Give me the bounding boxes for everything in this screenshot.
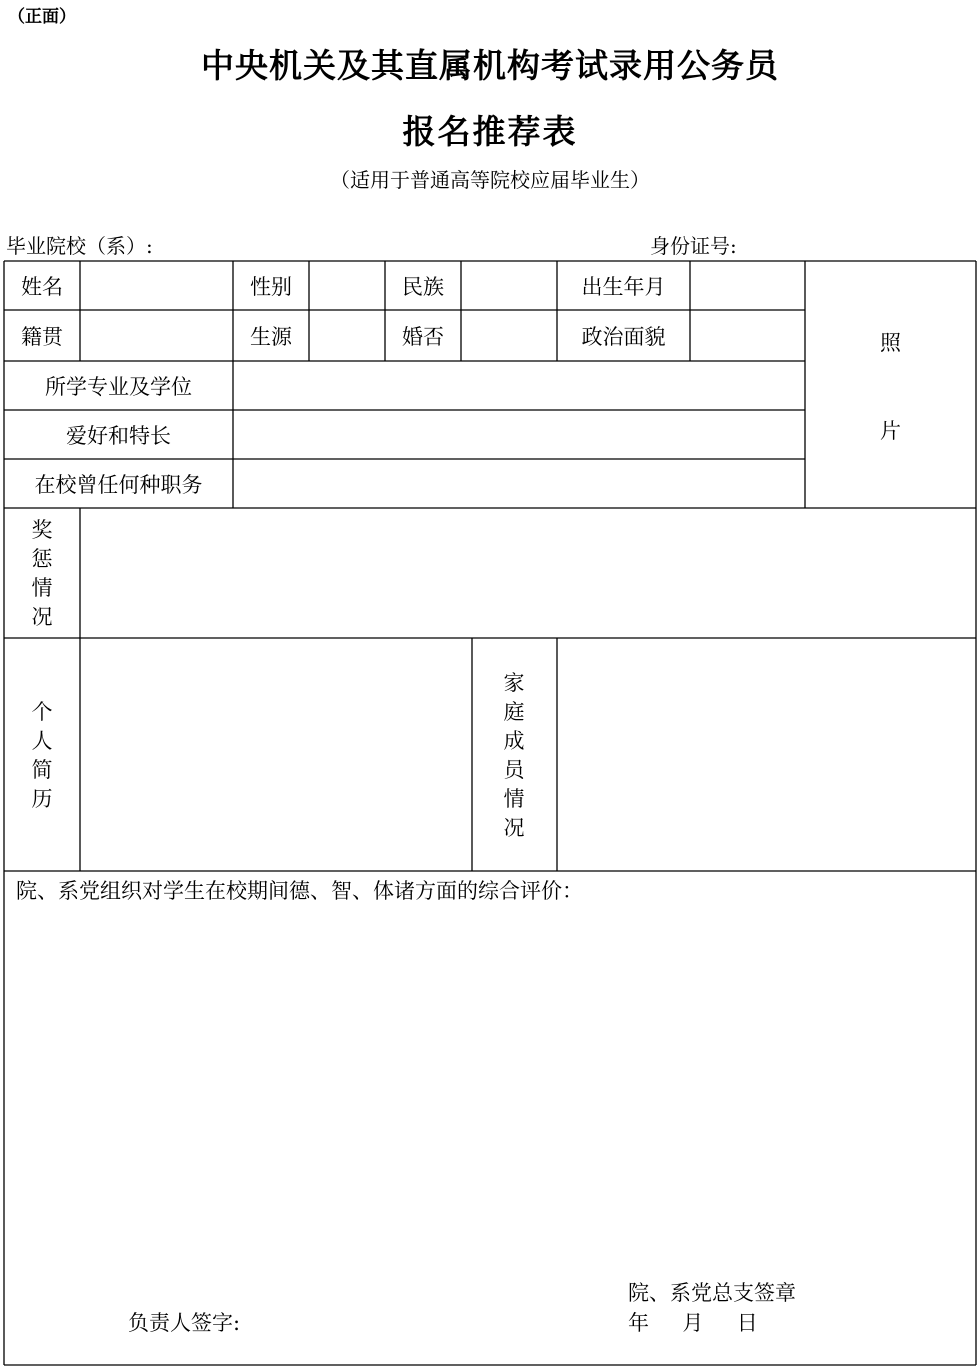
rewards-char: 奖 — [31, 518, 53, 542]
resume-value-cell[interactable] — [80, 638, 472, 871]
political-status-value-cell[interactable] — [690, 310, 805, 361]
major-degree-value-cell[interactable] — [233, 361, 805, 410]
name-value-cell[interactable] — [80, 261, 233, 310]
hobbies-value-cell[interactable] — [233, 410, 805, 459]
political-status-label: 政治面貌 — [581, 324, 666, 349]
resume-char: 个 — [31, 700, 53, 724]
family-char: 况 — [503, 816, 525, 840]
resume-char: 人 — [31, 729, 53, 753]
ethnicity-label: 民族 — [402, 274, 444, 299]
native-place-value-cell[interactable] — [80, 310, 233, 361]
ethnicity-value-cell[interactable] — [461, 261, 557, 310]
form-subtitle: （适用于普通高等院校应届毕业生） — [330, 168, 650, 192]
hobbies-label: 爱好和特长 — [66, 423, 171, 448]
major-degree-label: 所学专业及学位 — [45, 374, 192, 399]
resume-char: 历 — [31, 787, 53, 811]
family-char: 员 — [503, 758, 525, 782]
rewards-label — [4, 508, 80, 638]
resume-label — [4, 638, 80, 871]
family-char: 成 — [503, 729, 525, 753]
school-positions-label: 在校曾任何种职务 — [34, 472, 203, 497]
gender-label: 性别 — [250, 274, 292, 299]
evaluation-label: 院、系党组织对学生在校期间德、智、体诸方面的综合评价： — [16, 879, 583, 903]
resume-char: 简 — [31, 758, 53, 782]
rewards-char: 情 — [31, 576, 53, 600]
student-origin-label: 生源 — [250, 324, 292, 349]
student-origin-value-cell[interactable] — [309, 310, 385, 361]
family-char: 庭 — [503, 700, 525, 724]
evaluation-section[interactable] — [4, 871, 976, 1365]
family-members-label — [472, 638, 557, 871]
photo-box[interactable] — [805, 261, 976, 508]
gender-value-cell[interactable] — [309, 261, 385, 310]
native-place-label: 籍贯 — [21, 324, 63, 349]
responsible-signature-label: 负责人签字: — [128, 1311, 241, 1335]
family-char: 情 — [503, 787, 525, 811]
rewards-char: 惩 — [31, 547, 53, 571]
photo-label-char1: 照 — [880, 331, 901, 355]
marital-status-label: 婚否 — [402, 324, 444, 349]
birth-date-value-cell[interactable] — [690, 261, 805, 310]
graduate-school-label: 毕业院校（系）: — [6, 234, 153, 258]
signature-date-line: 年 月 日 — [628, 1311, 758, 1335]
birth-date-label: 出生年月 — [581, 274, 666, 299]
id-number-label: 身份证号: — [650, 234, 737, 258]
party-branch-seal-label: 院、系党总支签章 — [628, 1281, 796, 1305]
name-label: 姓名 — [21, 274, 63, 299]
school-positions-value-cell[interactable] — [233, 459, 805, 508]
family-char: 家 — [503, 671, 525, 695]
marital-status-value-cell[interactable] — [461, 310, 557, 361]
photo-label-char2: 片 — [880, 419, 901, 443]
form-title-line2: 报名推荐表 — [402, 112, 578, 151]
form-title-line1: 中央机关及其直属机构考试录用公务员 — [201, 46, 779, 85]
page-side-note: （正面） — [8, 7, 76, 27]
rewards-char: 况 — [31, 605, 53, 629]
rewards-value-cell[interactable] — [80, 508, 976, 638]
family-members-value-cell[interactable] — [557, 638, 976, 871]
